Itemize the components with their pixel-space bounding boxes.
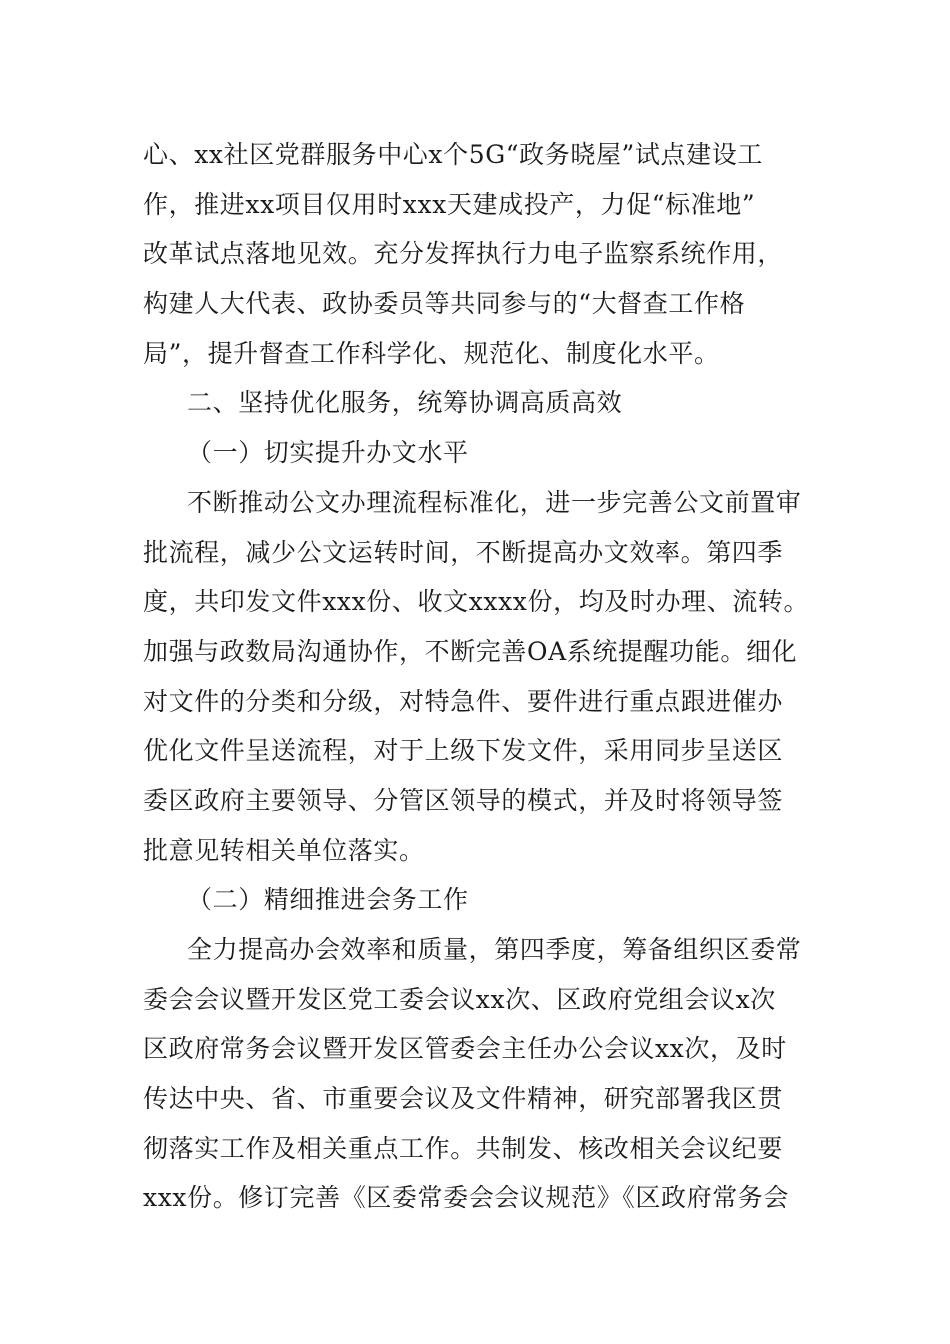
text-line: 委会会议暨开发区党工委会议xx次、区政府党组会议x次: [143, 984, 776, 1014]
text-line: 委区政府主要领导、分管区领导的模式，并及时将领导签: [143, 785, 784, 815]
document-body: [143, 130, 833, 1223]
text-line: 对文件的分类和分级，对特急件、要件进行重点跟进催办: [143, 686, 784, 716]
text-line: 批流程，减少公文运转时间，不断提高办文效率。第四季: [143, 537, 784, 567]
text-line: 度，共印发文件xxx份、收文xxxx份，均及时办理、流转。: [143, 587, 810, 617]
text-line: 构建人大代表、政协委员等共同参与的“大督查工作格: [143, 289, 746, 319]
text-line: 优化文件呈送流程，对于上级下发文件，采用同步呈送区: [143, 736, 784, 766]
text-line: 不断推动公文办理流程标准化，进一步完善公文前置审: [187, 487, 802, 517]
text-line: 改革试点落地见效。充分发挥执行力电子监察系统作用，: [143, 239, 784, 269]
text-line: 心、xx社区党群服务中心x个5G“政务晓屋”试点建设工: [143, 140, 763, 169]
text-line: （二）精细推进会务工作: [187, 885, 469, 915]
text-line: 局”，提升督查工作科学化、规范化、制度化水平。: [143, 338, 720, 368]
text-line: 加强与政数局沟通协作，不断完善OA系统提醒功能。细化: [143, 636, 798, 666]
text-line: （一）切实提升办文水平: [187, 438, 469, 468]
text-line: 批意见转相关单位落实。: [143, 835, 425, 865]
text-line: xxx份。修订完善《区委常委会会议规范》《区政府常务会: [143, 1183, 789, 1213]
text-line: 全力提高办会效率和质量，第四季度，筹备组织区委常: [187, 935, 802, 964]
text-line: 作，推进xx项目仅用时xxx天建成投产，力促“标准地”: [143, 189, 756, 219]
text-line: 二、坚持优化服务，统筹协调高质高效: [187, 388, 623, 418]
text-line: 彻落实工作及相关重点工作。共制发、核改相关会议纪要: [143, 1133, 784, 1163]
text-line: 区政府常务会议暨开发区管委会主任办公会议xx次，及时: [143, 1034, 787, 1064]
text-line: 传达中央、省、市重要会议及文件精神，研究部署我区贯: [143, 1084, 784, 1114]
